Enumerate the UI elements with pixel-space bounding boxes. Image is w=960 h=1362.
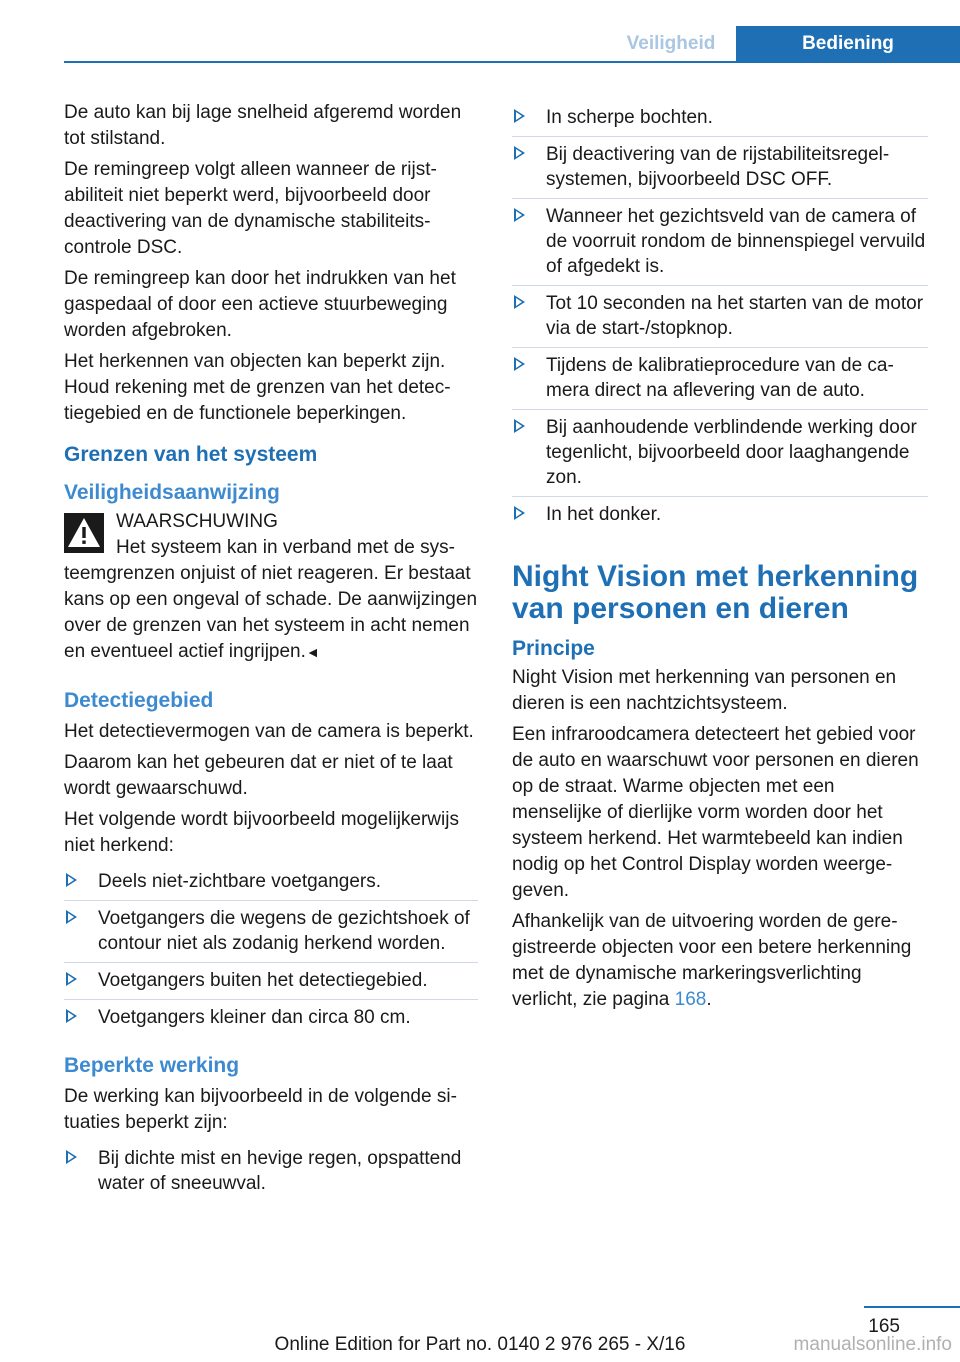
paragraph: Het volgende wordt bijvoorbeeld mogelijkerwijs niet herkend: [64,809,459,856]
paragraph: Het herkennen van objecten kan beperkt zijn. Houd rekening met de grenzen van het detectiegebied en de functionele beperkingen. [64,351,451,424]
list-item: Wanneer het gezichtsveld van de camera of de voorruit rondom de binnenspiegel vervuild of afgedekt is. [512,199,928,286]
triangle-bullet-icon [514,109,525,123]
heading-principe: Principe [512,637,595,660]
triangle-bullet-icon [514,506,525,520]
footer-watermark: manualsonline.info [793,1334,952,1355]
heading-veiligheidsaanwijzing: Veiligheidsaanwijzing [64,481,280,504]
triangle-bullet-icon [514,208,525,222]
warning-icon [64,513,104,553]
right-column [512,100,928,1018]
footer-rule [864,1306,960,1308]
list-item: Voetgangers die wegens de gezichtshoek of contour niet als zodanig herkend worden. [64,901,478,963]
paragraph: De werking kan bijvoorbeeld in de volgende situaties beperkt zijn: [64,1086,457,1133]
triangle-bullet-icon [66,873,77,887]
footer-edition: Online Edition for Part no. 0140 2 976 265 - X/16 [274,1334,686,1355]
list-item: In het donker. [512,497,928,533]
warning-text: Het systeem kan in verband met de systeemgrenzen onjuist of niet reageren. Er bestaat kans op een ongeval of schade. De aanwijzingen over de grenzen van het systeem in acht nemen en eventueel actief ingrijpen.◄ [64,537,478,662]
triangle-bullet-icon [66,1009,77,1023]
page-number: 165 [868,1316,900,1337]
list-limited-left [64,1141,478,1202]
list-item: Voetgangers kleiner dan circa 80 cm. [64,1000,478,1036]
list-item: Deels niet-zichtbare voetgangers. [64,864,478,901]
paragraph: Daarom kan het gebeuren dat er niet of te laat wordt gewaarschuwd. [64,752,453,799]
paragraph: De remingreep kan door het indrukken van het gaspedaal of door een actieve stuurbeweging worden afgebroken. [64,268,456,341]
heading-night-vision: Night Vision met herkenning van personen en dieren [512,560,919,625]
triangle-bullet-icon [514,295,525,309]
tab-veiligheid[interactable]: Veiligheid [626,33,716,54]
paragraph: Een infraroodcamera detecteert het gebied voor de auto en waarschuwt voor personen en dieren op de straat. Warme objecten met een menselijke of dierlijke vorm worden door het systeem herkend. Het warmtebeeld kan indien nodig op het Control Display worden weergegeven. [512,724,919,901]
triangle-bullet-icon [514,419,525,433]
list-item: Bij aanhoudende verblindende werking door tegenlicht, bijvoorbeeld door laaghangende zon. [512,410,928,497]
list-item: Tijdens de kalibratieprocedure van de camera direct na aflevering van de auto. [512,348,928,410]
triangle-bullet-icon [514,146,525,160]
heading-detectiegebied: Detectiegebied [64,689,214,712]
warning-title: WAARSCHUWING [116,511,278,532]
list-item: Bij dichte mist en hevige regen, opspattend water of sneeuwval. [64,1141,478,1202]
list-not-detected [64,864,478,1036]
paragraph: De remingreep volgt alleen wanneer de rijstabiliteit niet beperkt werd, bijvoorbeeld door deactivering van de dynamische stabiliteitscontrole DSC. [64,159,437,258]
heading-beperkte-werking: Beperkte werking [64,1054,240,1077]
header-rule [64,61,960,63]
paragraph: Night Vision met herkenning van personen en dieren is een nachtzichtsysteem. [512,667,897,714]
warning-block [64,509,478,665]
paragraph: De auto kan bij lage snelheid afgeremd worden tot stilstand. [64,102,462,149]
triangle-bullet-icon [66,1150,77,1164]
paragraph: Het detectievermogen van de camera is beperkt. [64,721,474,742]
paragraph: Afhankelijk van de uitvoering worden de geregistreerde objecten voor een betere herkenning met de dynamische markeringsverlichting verlicht, zie pagina 168. [512,911,912,1010]
list-item: Voetgangers buiten het detectiegebied. [64,963,478,1000]
page-link[interactable]: 168 [674,989,707,1010]
list-item: Tot 10 seconden na het starten van de motor via de start-/stopknop. [512,286,928,348]
heading-grenzen: Grenzen van het systeem [64,443,318,466]
triangle-bullet-icon [66,910,77,924]
list-item: In scherpe bochten. [512,100,928,137]
left-column [64,100,478,1212]
triangle-bullet-icon [514,357,525,371]
list-limited-right [512,100,928,533]
triangle-bullet-icon [66,972,77,986]
tab-bediening[interactable]: Bediening [736,26,960,61]
list-item: Bij deactivering van de rijstabiliteitsregelsystemen, bijvoorbeeld DSC OFF. [512,137,928,199]
end-mark: ◄ [305,644,320,660]
